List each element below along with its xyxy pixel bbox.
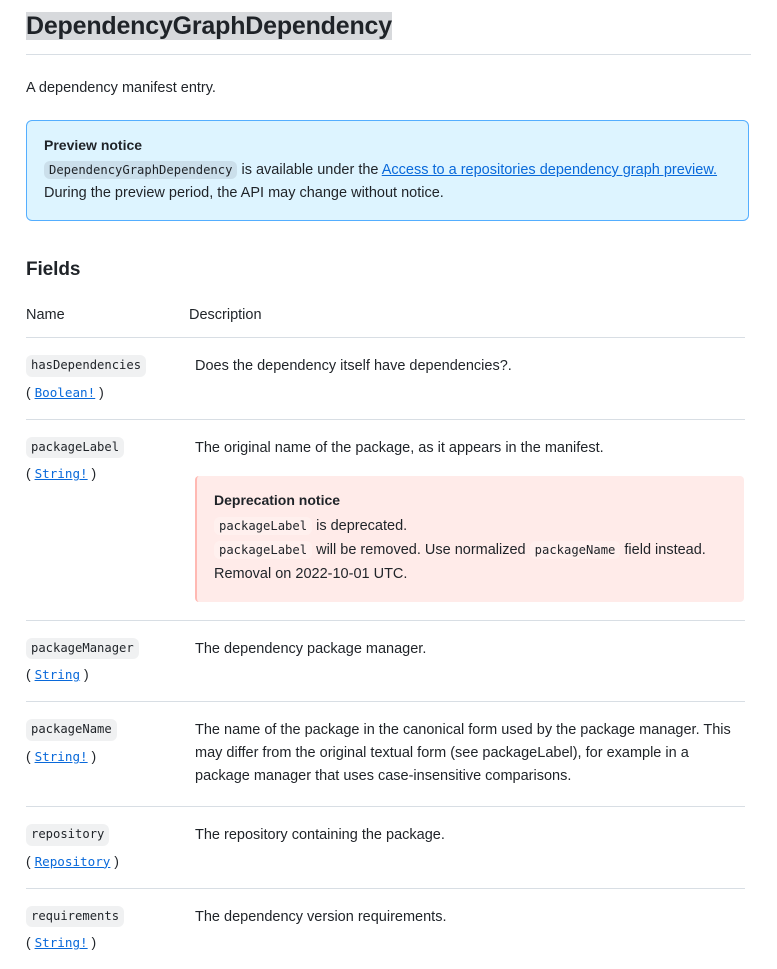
- fields-table-head: [26, 307, 745, 338]
- deprecation-code-3: packageName: [530, 541, 621, 559]
- fields-table: [26, 307, 745, 969]
- field-description: The dependency package manager.: [195, 640, 427, 657]
- field-name-cell: [26, 419, 189, 620]
- fields-heading: Fields: [26, 258, 81, 280]
- preview-notice-body: [44, 159, 732, 206]
- field-name: packageManager: [26, 638, 139, 660]
- table-row: [26, 888, 745, 969]
- deprecation-notice-body: [214, 514, 728, 587]
- field-name-cell: [26, 702, 189, 807]
- paren-close: ): [110, 852, 119, 869]
- preview-notice-text-before: is available under the: [237, 161, 382, 178]
- page-title-wrap: [26, 0, 751, 43]
- column-header-description: Description: [189, 306, 262, 323]
- paren-open: (: [26, 852, 35, 869]
- field-name: hasDependencies: [26, 355, 146, 377]
- fields-table-body: [26, 337, 745, 969]
- field-description-cell: [189, 337, 745, 419]
- paren-close: ): [87, 934, 97, 951]
- paren-open: (: [26, 747, 35, 764]
- preview-link[interactable]: Access to a repositories dependency graph preview.: [381, 161, 718, 178]
- type-link[interactable]: String!: [34, 935, 88, 951]
- field-description-cell: [189, 888, 745, 969]
- field-type-line: [26, 465, 179, 482]
- field-name: requirements: [26, 906, 124, 928]
- field-description: The name of the package in the canonical form used by the package manager. This may differ from the original textual form (see packageLabel), for example in a package manager that uses case-insensitive comparisons.: [195, 722, 731, 785]
- paren-close: ): [87, 747, 97, 764]
- field-name-cell: [26, 807, 189, 889]
- deprecation-line-1: [214, 514, 728, 538]
- paren-open: (: [26, 934, 35, 951]
- paren-close: ): [95, 383, 104, 400]
- table-row: [26, 702, 745, 807]
- paren-close: ): [80, 666, 89, 683]
- deprecation-text-1: is deprecated.: [312, 517, 408, 534]
- preview-notice-heading: Preview notice: [44, 136, 143, 153]
- field-description-cell: [189, 620, 745, 702]
- deprecation-notice: [195, 476, 744, 602]
- field-type-line: [26, 853, 179, 870]
- type-link[interactable]: Repository: [34, 853, 111, 869]
- table-row: [26, 807, 745, 889]
- deprecation-notice-heading: Deprecation notice: [214, 491, 341, 508]
- field-type-line: [26, 666, 179, 683]
- field-type-line: [26, 384, 179, 401]
- page-intro: A dependency manifest entry.: [26, 79, 216, 96]
- field-description: The dependency version requirements.: [195, 908, 447, 925]
- column-header-name: Name: [26, 306, 65, 323]
- type-link[interactable]: String: [34, 667, 81, 683]
- deprecation-code-2: packageLabel: [214, 541, 312, 559]
- preview-notice-code: DependencyGraphDependency: [44, 161, 237, 179]
- field-type-line: [26, 934, 179, 951]
- field-name-cell: [26, 337, 189, 419]
- field-name-cell: [26, 620, 189, 702]
- paren-open: (: [26, 465, 35, 482]
- deprecation-text-2a: will be removed. Use normalized: [312, 541, 530, 558]
- type-link[interactable]: String!: [34, 748, 88, 764]
- preview-notice: [26, 120, 749, 221]
- field-name: packageName: [26, 719, 117, 741]
- field-description-cell: [189, 419, 745, 620]
- field-description-cell: [189, 807, 745, 889]
- page-title: DependencyGraphDependency: [26, 12, 392, 40]
- deprecation-text-2b: field instead.: [620, 541, 706, 558]
- preview-notice-second-line: During the preview period, the API may change without notice.: [44, 185, 444, 202]
- field-type-line: [26, 748, 179, 765]
- deprecation-code-1: packageLabel: [214, 517, 312, 535]
- field-name: repository: [26, 824, 109, 846]
- table-row: [26, 620, 745, 702]
- field-name-cell: [26, 888, 189, 969]
- field-name: packageLabel: [26, 437, 124, 459]
- paren-open: (: [26, 383, 35, 400]
- field-description: The repository containing the package.: [195, 827, 445, 844]
- table-row: [26, 337, 745, 419]
- table-header-row: [26, 307, 745, 338]
- table-row: [26, 419, 745, 620]
- paren-open: (: [26, 666, 35, 683]
- field-description: The original name of the package, as it appears in the manifest.: [195, 439, 604, 456]
- deprecation-line-2: [214, 538, 728, 562]
- title-divider: [26, 54, 751, 55]
- field-description: Does the dependency itself have dependencies?.: [195, 357, 512, 374]
- paren-close: ): [87, 465, 97, 482]
- type-link[interactable]: Boolean!: [34, 384, 96, 400]
- deprecation-line-3: Removal on 2022-10-01 UTC.: [214, 566, 408, 583]
- type-link[interactable]: String!: [34, 466, 88, 482]
- field-description-cell: [189, 702, 745, 807]
